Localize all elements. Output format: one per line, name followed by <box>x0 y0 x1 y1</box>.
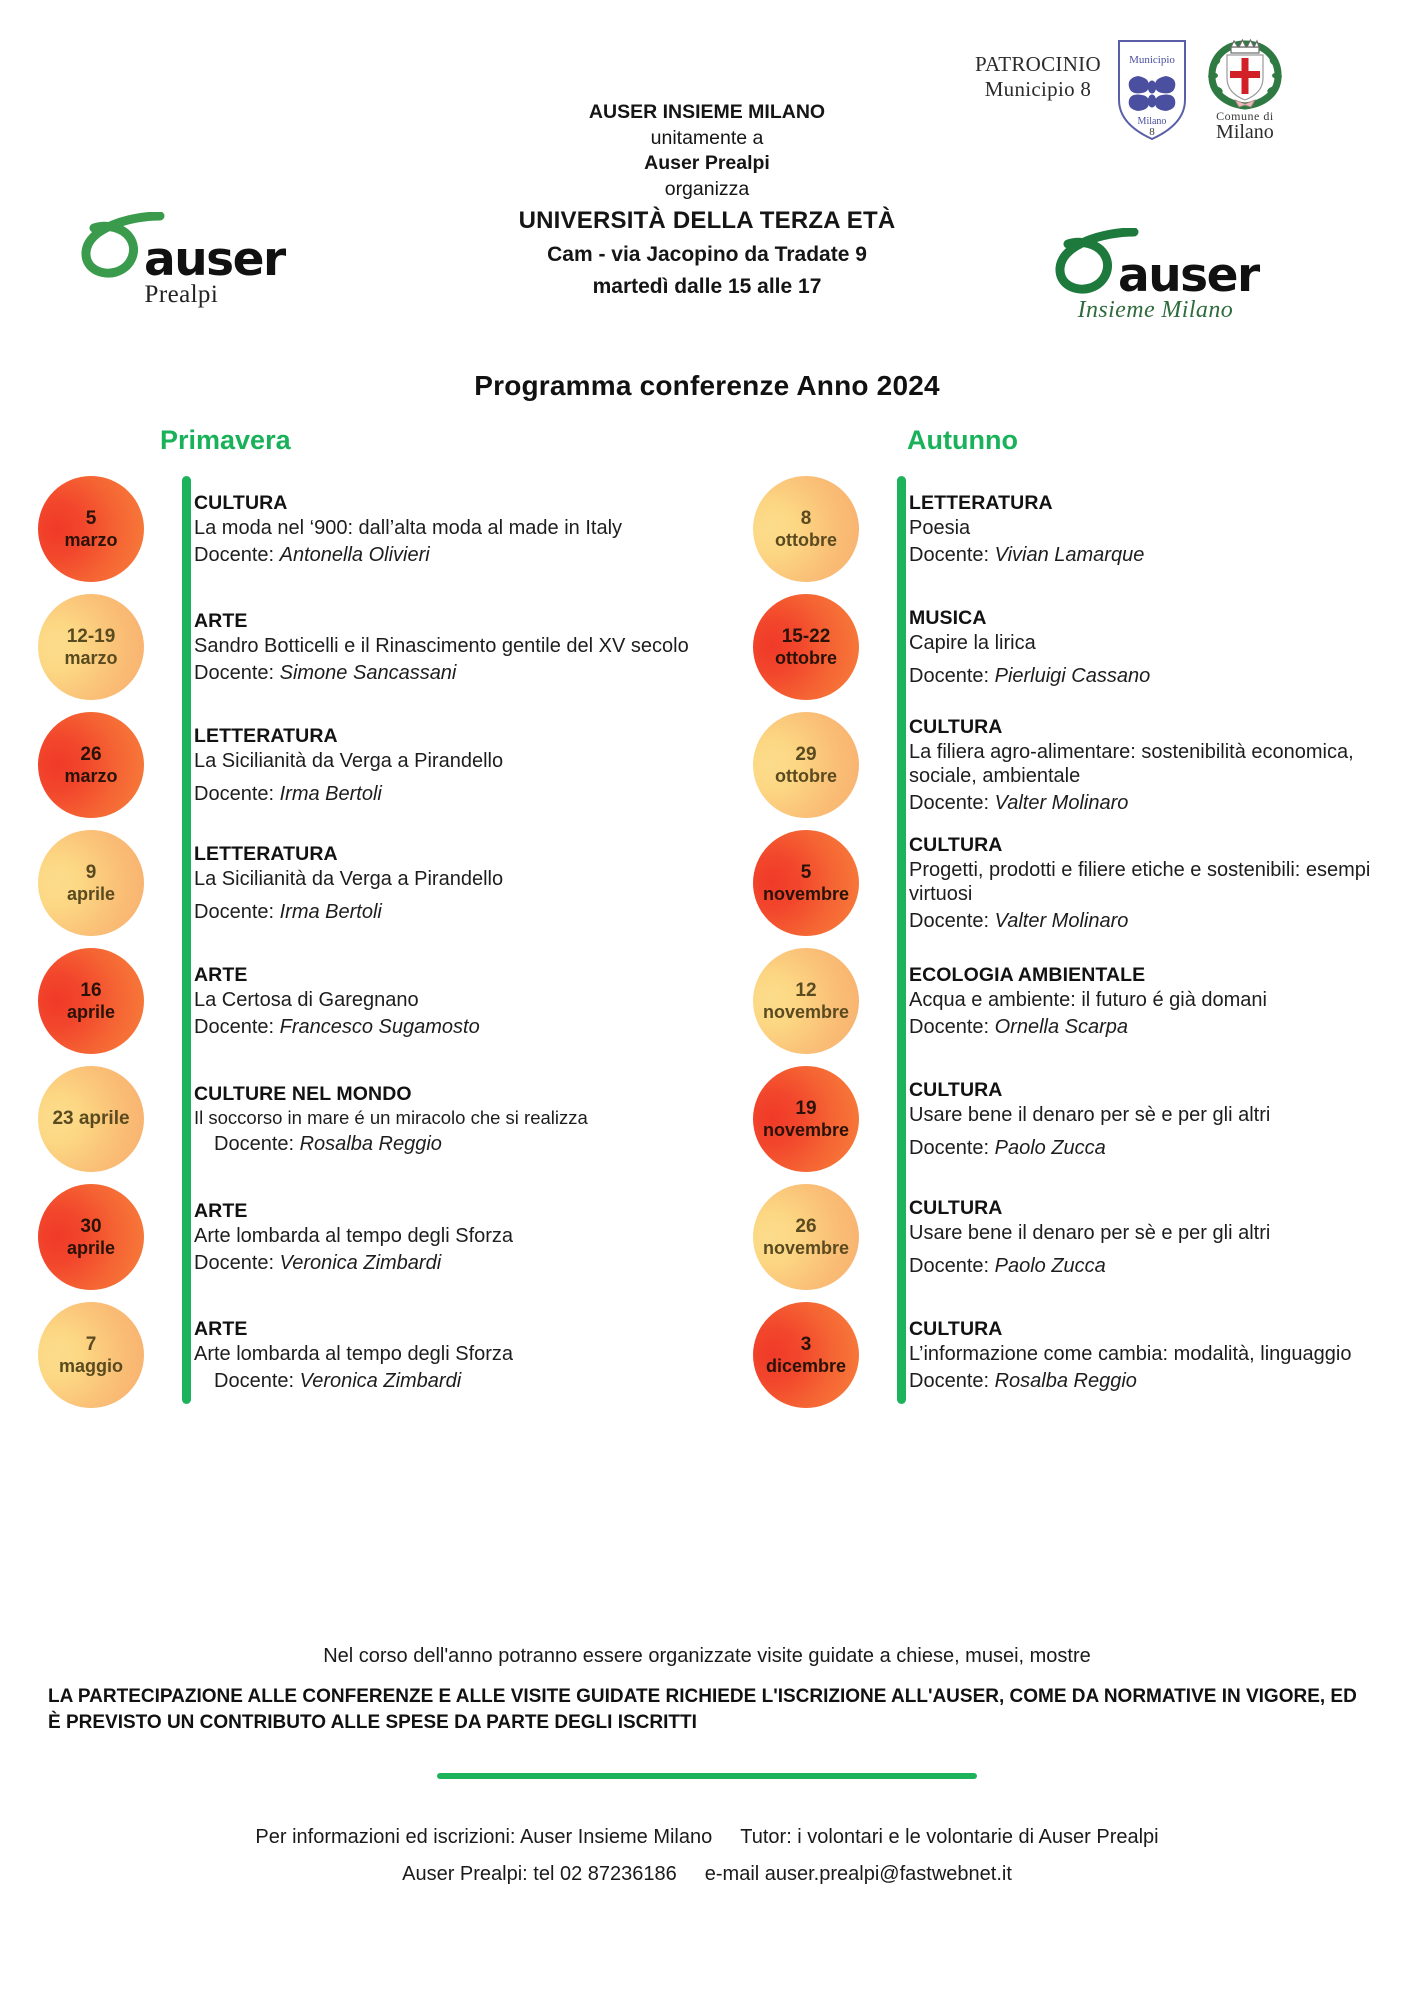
event-date-month: aprile <box>66 1237 116 1258</box>
docente-name: Simone Sancassani <box>279 661 457 684</box>
auser-insieme-milano-logo <box>1052 228 1259 324</box>
event-item <box>727 824 1414 942</box>
event-details <box>901 1317 1414 1393</box>
event-category: ARTE <box>194 609 248 632</box>
event-item <box>38 470 707 588</box>
event-details <box>186 491 707 567</box>
docente-name: Antonella Olivieri <box>279 543 430 566</box>
comune-label-line-2: Milano <box>1216 121 1274 143</box>
docente-label: Docente: <box>214 1369 300 1392</box>
event-date-month: novembre <box>762 1001 850 1022</box>
event-date-month: dicembre <box>765 1355 847 1376</box>
event-date-badge <box>38 1184 144 1290</box>
event-title: Il soccorso in mare é un miracolo che si realizza <box>194 1107 588 1129</box>
docente-name: Paolo Zucca <box>994 1254 1106 1277</box>
event-title: Arte lombarda al tempo degli Sforza <box>194 1343 514 1366</box>
event-item <box>38 824 707 942</box>
event-title: La Sicilianità da Verga a Pirandello <box>194 868 504 891</box>
event-date-day: 16 <box>80 980 102 1002</box>
auser-wordmark: auser <box>144 232 285 288</box>
timeline-primavera <box>38 470 707 1414</box>
event-date-badge <box>38 476 144 582</box>
docente-label: Docente: <box>909 664 995 687</box>
event-category: ARTE <box>194 963 248 986</box>
event-details <box>901 1196 1414 1278</box>
event-details <box>901 491 1414 567</box>
event-date-day: 5 <box>85 508 97 530</box>
event-date-day: 30 <box>80 1216 102 1238</box>
season-title-primavera: Primavera <box>160 425 291 455</box>
event-category: MUSICA <box>909 606 987 629</box>
auser-logo-mark <box>78 212 285 288</box>
docente-label: Docente: <box>909 543 995 566</box>
docente-name: Valter Molinaro <box>994 791 1129 814</box>
event-title: La moda nel ‘900: dall’alta moda al made in Italy <box>194 517 623 540</box>
event-date-badge <box>753 948 859 1054</box>
event-date-month: novembre <box>762 1119 850 1140</box>
event-docente <box>909 791 1404 815</box>
event-date-badge <box>38 948 144 1054</box>
event-date-month: marzo <box>64 765 118 786</box>
event-date-day: 3 <box>800 1334 812 1356</box>
docente-name: Rosalba Reggio <box>299 1132 442 1155</box>
event-title: Progetti, prodotti e filiere etiche e sostenibili: esempi virtuosi <box>909 859 1371 906</box>
event-item <box>727 1178 1414 1296</box>
docente-name: Valter Molinaro <box>994 909 1129 932</box>
event-details <box>186 1317 707 1393</box>
event-category: ARTE <box>194 1317 248 1340</box>
column-primavera <box>0 425 707 1414</box>
footer-conditions: LA PARTECIPAZIONE ALLE CONFERENZE E ALLE VISITE GUIDATE RICHIEDE L'ISCRIZIONE ALL'AUSER, COME DA NORMATIVE IN VIGORE, ED È PREVISTO UN CONTRIBUTO ALLE SPESE DA PARTE DEGLI ISCRITTI <box>48 1686 1357 1733</box>
event-title: Usare bene il denaro per sè e per gli altri <box>909 1222 1271 1245</box>
event-date-day: 26 <box>80 744 102 766</box>
event-details <box>901 1078 1414 1160</box>
docente-name: Irma Bertoli <box>279 900 382 923</box>
event-date-day: 29 <box>795 744 817 766</box>
event-category: LETTERATURA <box>194 842 338 865</box>
event-details <box>901 606 1414 688</box>
event-date-month: aprile <box>66 1001 116 1022</box>
docente-label: Docente: <box>909 1254 995 1277</box>
event-item <box>727 706 1414 824</box>
event-date-badge <box>38 830 144 936</box>
document-header <box>0 0 1414 350</box>
auser-wordmark: auser <box>1118 248 1259 304</box>
event-date-day: 12-19 <box>66 626 116 648</box>
event-date-badge <box>38 1302 144 1408</box>
event-date-day: 9 <box>85 862 97 884</box>
event-date-month: novembre <box>762 883 850 904</box>
event-docente <box>194 1132 697 1156</box>
event-details <box>186 724 707 806</box>
contact-row-2 <box>0 1856 1414 1893</box>
docente-label: Docente: <box>909 909 995 932</box>
event-category: LETTERATURA <box>194 724 338 747</box>
header-line-schedule: martedì dalle 15 alle 17 <box>592 275 822 299</box>
docente-label: Docente: <box>194 661 280 684</box>
event-item <box>38 1060 707 1178</box>
docente-label: Docente: <box>214 1132 300 1155</box>
event-details <box>901 833 1414 934</box>
event-date-day: 26 <box>795 1216 817 1238</box>
patrocinio-text <box>975 38 1101 102</box>
docente-label: Docente: <box>194 782 280 805</box>
docente-label: Docente: <box>194 543 280 566</box>
svg-text:Municipio: Municipio <box>1129 54 1175 66</box>
docente-label: Docente: <box>909 791 995 814</box>
contact-tutor-label: Tutor: i volontari e le volontarie di Auser Prealpi <box>740 1826 1159 1849</box>
footer-note: Nel corso dell'anno potranno essere organizzate visite guidate a chiese, musei, mostre <box>323 1645 1091 1667</box>
event-category: LETTERATURA <box>909 491 1053 514</box>
event-title: La filiera agro-alimentare: sostenibilità economica, sociale, ambientale <box>909 741 1354 788</box>
svg-text:8: 8 <box>1149 126 1155 138</box>
docente-name: Francesco Sugamosto <box>279 1015 480 1038</box>
auser-prealpi-logo <box>78 212 285 309</box>
header-line-universita-terza-eta: UNIVERSITÀ DELLA TERZA ETÀ <box>518 206 896 234</box>
docente-name: Ornella Scarpa <box>994 1015 1129 1038</box>
header-line-organizza: organizza <box>664 178 750 201</box>
docente-label: Docente: <box>194 900 280 923</box>
event-details <box>901 963 1414 1039</box>
contact-email: e-mail auser.prealpi@fastwebnet.it <box>704 1863 1012 1886</box>
event-date-month: ottobre <box>775 647 837 668</box>
event-docente <box>909 1015 1404 1039</box>
event-date-badge <box>38 1066 144 1172</box>
event-item <box>38 706 707 824</box>
event-title: L’informazione come cambia: modalità, linguaggio <box>909 1343 1352 1366</box>
event-item <box>727 470 1414 588</box>
auser-insieme-sublabel: Insieme Milano <box>1077 297 1234 323</box>
event-item <box>727 1060 1414 1178</box>
event-date-day: 8 <box>800 508 812 530</box>
event-date-badge <box>753 1066 859 1172</box>
docente-label: Docente: <box>194 1015 280 1038</box>
docente-label: Docente: <box>909 1136 995 1159</box>
contact-row-1 <box>0 1819 1414 1856</box>
auser-logo-mark <box>1052 228 1259 304</box>
event-category: CULTURA <box>909 1317 1003 1340</box>
event-details <box>186 842 707 924</box>
event-category: ARTE <box>194 1199 248 1222</box>
event-date-badge <box>753 830 859 936</box>
event-date-month: ottobre <box>775 529 837 550</box>
event-title: Poesia <box>909 517 971 540</box>
docente-label: Docente: <box>909 1015 995 1038</box>
event-date-day: 7 <box>85 1334 97 1356</box>
event-category: CULTURE NEL MONDO <box>194 1082 412 1105</box>
event-docente <box>909 1369 1404 1393</box>
event-details <box>901 715 1414 816</box>
event-docente <box>909 1136 1404 1160</box>
event-date-month: ottobre <box>775 765 837 786</box>
event-item <box>727 942 1414 1060</box>
docente-name: Veronica Zimbardi <box>279 1251 442 1274</box>
event-title: Arte lombarda al tempo degli Sforza <box>194 1225 514 1248</box>
event-docente <box>909 543 1404 567</box>
event-title: La Sicilianità da Verga a Pirandello <box>194 750 504 773</box>
event-date-day: 5 <box>800 862 812 884</box>
programme-columns <box>0 425 1414 1414</box>
event-details <box>186 963 707 1039</box>
event-title: Capire la lirica <box>909 632 1036 655</box>
docente-name: Vivian Lamarque <box>994 543 1145 566</box>
event-date-day: 15-22 <box>781 626 831 648</box>
event-date-day: 12 <box>795 980 817 1002</box>
season-title-autunno: Autunno <box>907 425 1018 455</box>
event-details <box>186 1082 707 1156</box>
contact-info-label: Per informazioni ed iscrizioni: Auser Insieme Milano <box>255 1826 713 1849</box>
event-category: CULTURA <box>194 491 288 514</box>
page-title: Programma conferenze Anno 2024 <box>474 370 940 401</box>
event-category: CULTURA <box>909 833 1003 856</box>
event-date-month: aprile <box>66 883 116 904</box>
contact-phone: Auser Prealpi: tel 02 87236186 <box>402 1863 677 1886</box>
event-docente <box>194 661 697 685</box>
header-line-auser-insieme-milano: AUSER INSIEME MILANO <box>588 101 826 123</box>
event-docente <box>194 543 697 567</box>
event-date-badge <box>753 1302 859 1408</box>
header-line-auser-prealpi: Auser Prealpi <box>644 152 770 175</box>
docente-name: Rosalba Reggio <box>994 1369 1137 1392</box>
event-date-badge <box>38 712 144 818</box>
event-date-badge <box>38 594 144 700</box>
docente-name: Irma Bertoli <box>279 782 382 805</box>
event-docente <box>909 909 1404 933</box>
event-category: CULTURA <box>909 715 1003 738</box>
docente-name: Paolo Zucca <box>994 1136 1106 1159</box>
patrocinio-line-1: PATROCINIO <box>975 52 1101 76</box>
comune-label-line-1: Comune di <box>1216 109 1274 123</box>
event-docente <box>194 1369 697 1393</box>
svg-text:Milano: Milano <box>1137 116 1167 127</box>
event-category: ECOLOGIA AMBIENTALE <box>909 963 1146 986</box>
event-date-badge <box>753 476 859 582</box>
event-item <box>727 1296 1414 1414</box>
header-line-address: Cam - via Jacopino da Tradate 9 <box>547 242 867 266</box>
event-category: CULTURA <box>909 1196 1003 1219</box>
event-item <box>38 942 707 1060</box>
event-title: Usare bene il denaro per sè e per gli altri <box>909 1104 1271 1127</box>
docente-name: Veronica Zimbardi <box>299 1369 462 1392</box>
event-date-month: novembre <box>762 1237 850 1258</box>
docente-name: Pierluigi Cassano <box>994 664 1151 687</box>
event-item <box>38 1178 707 1296</box>
event-date-badge <box>753 712 859 818</box>
event-item <box>727 588 1414 706</box>
patrocinio-line-2: Municipio 8 <box>984 76 1092 101</box>
event-title: Acqua e ambiente: il futuro é già domani <box>909 989 1267 1012</box>
event-category: CULTURA <box>909 1078 1003 1101</box>
timeline-autunno <box>727 470 1414 1414</box>
document-footer <box>0 1645 1414 1893</box>
event-date-month: marzo <box>64 529 118 550</box>
event-date-month: maggio <box>58 1355 123 1376</box>
event-details <box>186 1199 707 1275</box>
event-docente <box>909 664 1404 688</box>
event-date-month: marzo <box>64 647 118 668</box>
event-date-day: 23 aprile <box>52 1108 130 1130</box>
header-line-unitamente-a: unitamente a <box>650 126 764 149</box>
column-autunno <box>707 425 1414 1414</box>
event-docente <box>194 900 697 924</box>
event-title: Sandro Botticelli e il Rinascimento gentile del XV secolo <box>194 635 689 658</box>
footer-contact <box>0 1819 1414 1893</box>
event-docente <box>909 1254 1404 1278</box>
docente-label: Docente: <box>194 1251 280 1274</box>
event-docente <box>194 1015 697 1039</box>
event-date-badge <box>753 594 859 700</box>
event-details <box>186 609 707 685</box>
event-docente <box>194 782 697 806</box>
docente-label: Docente: <box>909 1369 995 1392</box>
event-docente <box>194 1251 697 1275</box>
event-item <box>38 588 707 706</box>
auser-prealpi-sublabel: Prealpi <box>144 281 219 308</box>
event-date-day: 19 <box>795 1098 817 1120</box>
event-item <box>38 1296 707 1414</box>
event-date-badge <box>753 1184 859 1290</box>
footer-divider <box>437 1773 977 1779</box>
event-title: La Certosa di Garegnano <box>194 989 419 1012</box>
